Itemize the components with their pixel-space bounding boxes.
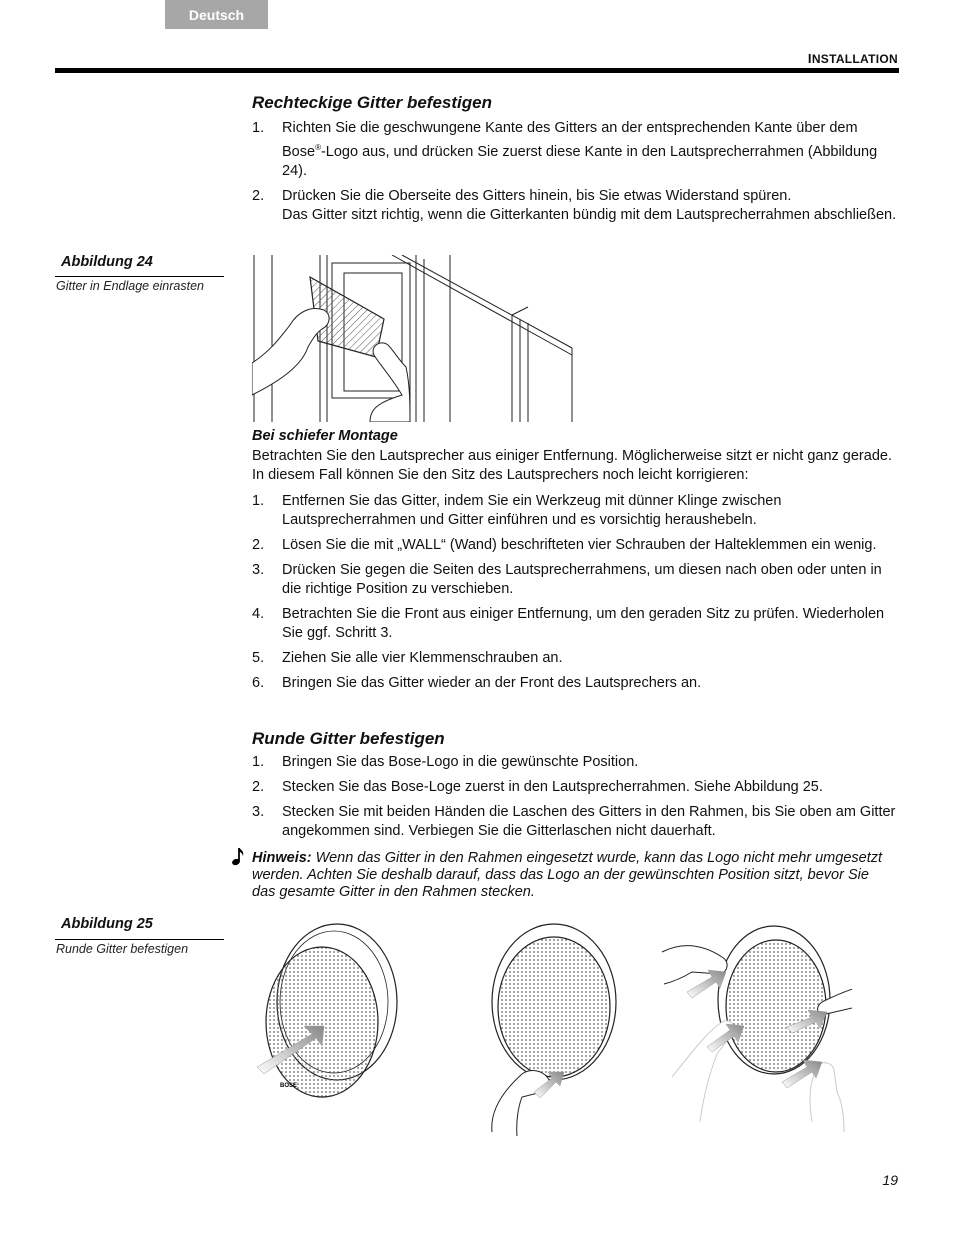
figure-25-illustration	[252, 922, 852, 1137]
list-item: 1. Bringen Sie das Bose-Logo in die gewünschte Position.	[252, 754, 639, 770]
list-item: 2. Lösen Sie die mit „WALL“ (Wand) beschrifteten vier Schrauben der Halteklemmen ein wenig.	[252, 537, 877, 553]
music-note-icon	[230, 846, 246, 866]
figure-25-title: Abbildung 25	[61, 916, 153, 932]
panel-2	[492, 924, 616, 1136]
figure-24-rule	[55, 276, 224, 277]
subsection-title-askew: Bei schiefer Montage	[252, 428, 398, 444]
language-tab: Deutsch	[165, 0, 268, 29]
figure-25-caption: Runde Gitter befestigen	[56, 942, 189, 956]
list-item: 5. Ziehen Sie alle vier Klemmenschrauben an.	[252, 650, 563, 666]
list-item: 3. Drücken Sie gegen die Seiten des Lautsprecherrahmens, um diesen nach oben oder unten in die richtige Position zu verschieben.	[252, 562, 882, 597]
list-item: 3. Stecken Sie mit beiden Händen die Laschen des Gitters in den Rahmen, bis Sie oben am Gitter angekommen sind. Verbiegen Sie die Gitterlaschen nicht dauerhaft.	[252, 804, 896, 839]
rectangular-steps	[252, 119, 900, 231]
section-label: INSTALLATION	[807, 51, 898, 66]
figure-25-rule	[55, 939, 224, 940]
list-item: 2. Drücken Sie die Oberseite des Gitters hinein, bis Sie etwas Widerstand spüren. Das Gitter sitzt richtig, wenn die Gitterkanten bündig mit dem Lautsprecherrahmen abschließen.	[252, 187, 897, 223]
header-rule	[55, 68, 899, 73]
list-item: 1. Richten Sie die geschwungene Kante des Gitters an der entsprechenden Kante über dem Bose®-Logo aus, und drücken Sie zuerst diese Kante in den Lautsprecherrahmen (Abbildung 24).	[252, 120, 878, 179]
note-block	[252, 850, 892, 901]
askew-steps	[252, 492, 900, 699]
round-steps	[252, 753, 900, 847]
panel-3	[662, 926, 852, 1132]
subsection-intro: Betrachten Sie den Lautsprecher aus einiger Entfernung. Möglicherweise sitzt er nicht ganz gerade. In diesem Fall können Sie den Sitz des Lautsprechers noch leicht korrigieren:	[252, 448, 892, 483]
note-label: Hinweis:	[252, 850, 312, 866]
list-item: 6. Bringen Sie das Gitter wieder an der Front des Lautsprechers an.	[252, 675, 702, 691]
panel-1	[257, 924, 397, 1097]
list-item: 1. Entfernen Sie das Gitter, indem Sie ein Werkzeug mit dünner Klinge zwischen Lautsprecherrahmen und Gitter einführen und es vorsichtig heraushebeln.	[252, 493, 782, 528]
page-number: 19	[882, 1172, 898, 1188]
figure-24-illustration	[252, 255, 577, 422]
figure-24-title: Abbildung 24	[61, 254, 153, 270]
list-item: 4. Betrachten Sie die Front aus einiger Entfernung, um den geraden Sitz zu prüfen. Wiederholen Sie ggf. Schritt 3.	[252, 606, 885, 641]
bose-logo-label: BOSE	[280, 1083, 298, 1089]
figure-24-caption: Gitter in Endlage einrasten	[56, 279, 205, 293]
note-text: Wenn das Gitter in den Rahmen eingesetzt wurde, kann das Logo nicht mehr umgesetzt werden. Achten Sie deshalb darauf, dass das Logo an der gewünschten Position sitzt, bevor Sie das gesamte Gitter in den Rahmen stecken.	[252, 850, 883, 900]
section-title-rectangular: Rechteckige Gitter befestigen	[252, 93, 492, 112]
list-item: 2. Stecken Sie das Bose-Loge zuerst in den Lautsprecherrahmen. Siehe Abbildung 25.	[252, 779, 823, 795]
section-title-round: Runde Gitter befestigen	[252, 729, 445, 748]
